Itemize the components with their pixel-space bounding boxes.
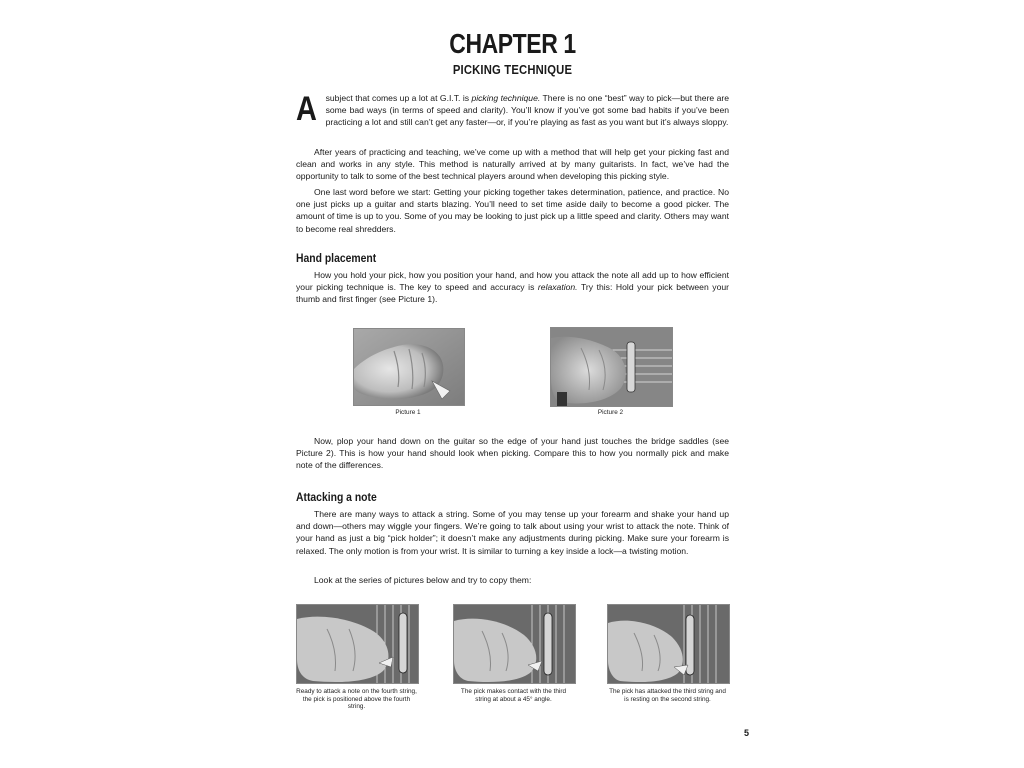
intro-text-b: There is no one “best” way to pick—but there are some bad ways (in terms of speed and clarity). You’ll know if you’ve got some bad habits if you’ve been practicing a lot and still can’t get any faster—or, if you’re playing as fast as you want but it’s always sloppy. [325,93,729,128]
series-photo-3 [607,604,730,684]
intro-paragraph-2 [296,146,729,183]
hand-placement-text-b: Try this: Hold your pick between your thumb and first finger (see Picture 1). [296,282,729,305]
series-photo-2 [453,604,576,684]
pick-contacts-third-string-image [454,605,575,683]
attacking-paragraph-1 [296,508,729,557]
series-caption-1: Ready to attack a note on the fourth string, the pick is positioned above the fourth string. [296,688,417,711]
drop-cap: A [296,90,317,128]
intro-paragraph [296,92,729,129]
series-photo-1 [296,604,419,684]
picture-1-caption: Picture 1 [395,409,421,416]
picture-2-photo [550,327,673,407]
intro-p2-text: After years of practicing and teaching, we’ve come up with a method that will help get your picking fast and clean and works in any style. This method is naturally arrived at by many guitarists. In fact, we’ve had the opportunity to talk to some of the best technical players around when developing this picking style. [296,147,729,182]
pick-above-fourth-string-image [297,605,418,683]
picture-1-photo [353,328,465,406]
series-caption-3: The pick has attacked the third string and is resting on the second string. [609,688,726,703]
series-caption-2: The pick makes contact with the third string at about a 45° angle. [460,688,567,703]
attacking-paragraph-2 [296,574,729,586]
hand-placement-emphasis: relaxation. [537,282,578,293]
section-heading-hand-placement: Hand placement [296,251,377,265]
hand-placement-text-a: How you hold your pick, how you position your hand, and how you attack the note all add up to how efficient your picking technique is. The key to speed and accuracy is [296,270,729,293]
book-page [296,0,729,768]
intro-text-a: subject that comes up a lot at G.I.T. is [325,93,472,103]
page-number: 5 [744,728,750,738]
attacking-p1-text: There are many ways to attack a string. Some of you may tense up your forearm and shake your hand up and down—others may wiggle your fingers. We’re going to talk about using your wrist to attack the note. Think of your hand as just a big “pick holder”; it doesn’t make any adjustments during picking. Make sure your forearm is relaxed. The only motion is from your wrist. It is similar to turning a key inside a lock—a twisting motion. [296,509,729,556]
section-heading-attacking-a-note: Attacking a note [296,490,377,504]
hand-placement-paragraph-2 [296,435,729,472]
attacking-p2-text: Look at the series of pictures below and try to copy them: [314,575,532,585]
intro-p3-text: One last word before we start: Getting your picking together takes determination, patience, and practice. No one just picks up a guitar and starts blazing. You’ll need to set time aside daily to become a good picker. The amount of time is up to you. Some of you may be looking to just pick up a little speed and clarity. Others may want to become real shredders. [296,187,729,234]
intro-paragraph-3 [296,186,729,235]
hand-placement-p2-text: Now, plop your hand down on the guitar so the edge of your hand just touches the bridge saddles (see Picture 2). This is how your hand should look when picking. Compare this to how you normally pick and make note of the differences. [296,436,729,471]
intro-emphasis: picking technique. [471,93,541,103]
fist-holding-pick-image [354,329,464,405]
hand-placement-paragraph-1 [296,269,729,306]
picture-2-caption: Picture 2 [597,409,624,416]
chapter-subtitle: PICKING TECHNIQUE [452,63,573,77]
pick-resting-second-string-image [608,605,729,683]
chapter-title: CHAPTER 1 [449,28,576,59]
hand-on-bridge-image [551,328,672,406]
